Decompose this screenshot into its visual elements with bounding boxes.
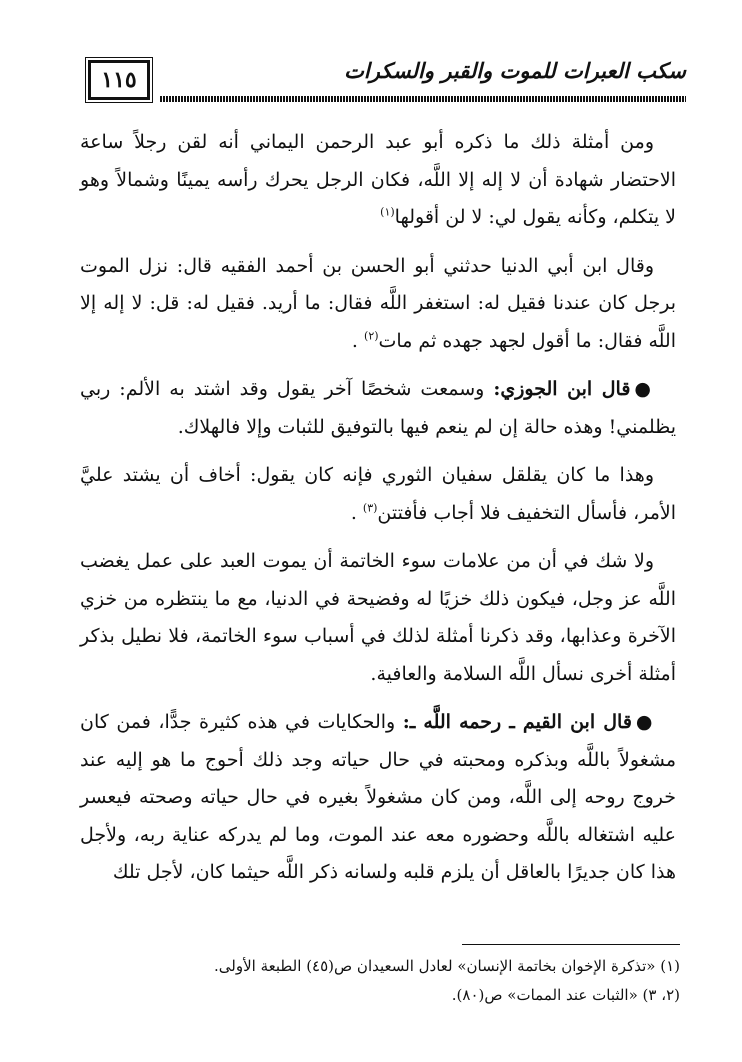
footnote-ref: (١) — [380, 205, 395, 219]
paragraph-text: وهذا ما كان يقلقل سفيان الثوري فإنه كان يقول: أخاف أن يشتد عليَّ الأمر، فأسأل التخفيف فلا أجاب فأفتتن — [80, 464, 676, 524]
paragraph — [80, 704, 676, 892]
paragraph — [80, 124, 676, 237]
paragraph-tail: . — [351, 329, 365, 352]
paragraph — [80, 457, 676, 532]
footnote-divider — [462, 944, 680, 945]
paragraph-text: وسمعت شخصًا آخر يقول وقد اشتد به الألم: ربي يظلمني! وهذه حالة إن لم ينعم فيها بالتوفيق للثبات وإلا فالهلاك. — [80, 378, 676, 438]
footnote-ref: (٢) — [364, 329, 379, 343]
paragraph-text: ومن أمثلة ذلك ما ذكره أبو عبد الرحمن اليماني أنه لقن رجلاً ساعة الاحتضار شهادة أن لا إله إلا اللَّه، فكان الرجل يحرك رأسه يمينًا وشمالاً وهو لا يتكلم، وكأنه يقول لي: لا لن أقولها — [80, 131, 676, 228]
paragraph — [80, 248, 676, 361]
paragraph — [80, 371, 676, 446]
footnote: (٢، ٣) «الثبات عند الممات» ص(٨٠). — [451, 986, 680, 1004]
paragraph-text: والحكايات في هذه كثيرة جدًّا، فمن كان مشغولاً باللَّه وبذكره ومحبته في حال حياته وجد ذلك أحوج ما هو إليه عند خروج روحه إلى اللَّه، ومن كان مشغولاً بغيره في حال حياته وصحته فيعسر عليه اشتغاله باللَّه وحضوره معه عند الموت، وما لم يدركه عناية ربه، ولأجل هذا كان جديرًا بالعاقل أن يلزم قلبه ولسانه ذكر اللَّه حيثما كان، لأجل تلك — [80, 711, 676, 883]
bullet-icon: ● — [635, 711, 654, 733]
paragraph — [80, 543, 676, 693]
paragraph-tail: . — [350, 501, 363, 524]
header-rule — [160, 96, 686, 102]
body-text — [80, 124, 676, 903]
page-number: ١١٥ — [101, 67, 137, 93]
bullet-icon: ● — [634, 378, 654, 400]
paragraph-text: وقال ابن أبي الدنيا حدثني أبو الحسن بن أحمد الفقيه قال: نزل الموت برجل كان عندنا فقيل له: استغفر اللَّه فقال: ما أريد. فقيل له: قل: لا إله إلا اللَّه فقال: ما أقول لجهد جهده ثم مات — [80, 254, 676, 352]
footnote-ref: (٣) — [362, 501, 378, 515]
footnotes — [80, 952, 680, 1010]
running-title: سكب العبرات للموت والقبر والسكرات — [344, 58, 686, 83]
speaker-label: قال ابن الجوزي: — [493, 378, 631, 400]
footnote: (١) «تذكرة الإخوان بخاتمة الإنسان» لعادل السعيدان ص(٤٥) الطبعة الأولى. — [214, 957, 680, 975]
speaker-label: قال ابن القيم ـ رحمه اللَّه ـ: — [402, 711, 632, 733]
page-number-box — [88, 60, 150, 100]
page-header — [88, 56, 686, 106]
paragraph-text: ولا شك في أن من علامات سوء الخاتمة أن يموت العبد على عمل يغضب اللَّه عز وجل، فيكون ذلك خزيًا له وفضيحة في الدنيا، مع ما ينتظره من خزي الآخرة وعذابها، وقد ذكرنا أمثلة لذلك في أسباب سوء الخاتمة، فلا نطيل بذكر أمثلة أخرى نسأل اللَّه السلامة والعافية. — [80, 550, 676, 685]
